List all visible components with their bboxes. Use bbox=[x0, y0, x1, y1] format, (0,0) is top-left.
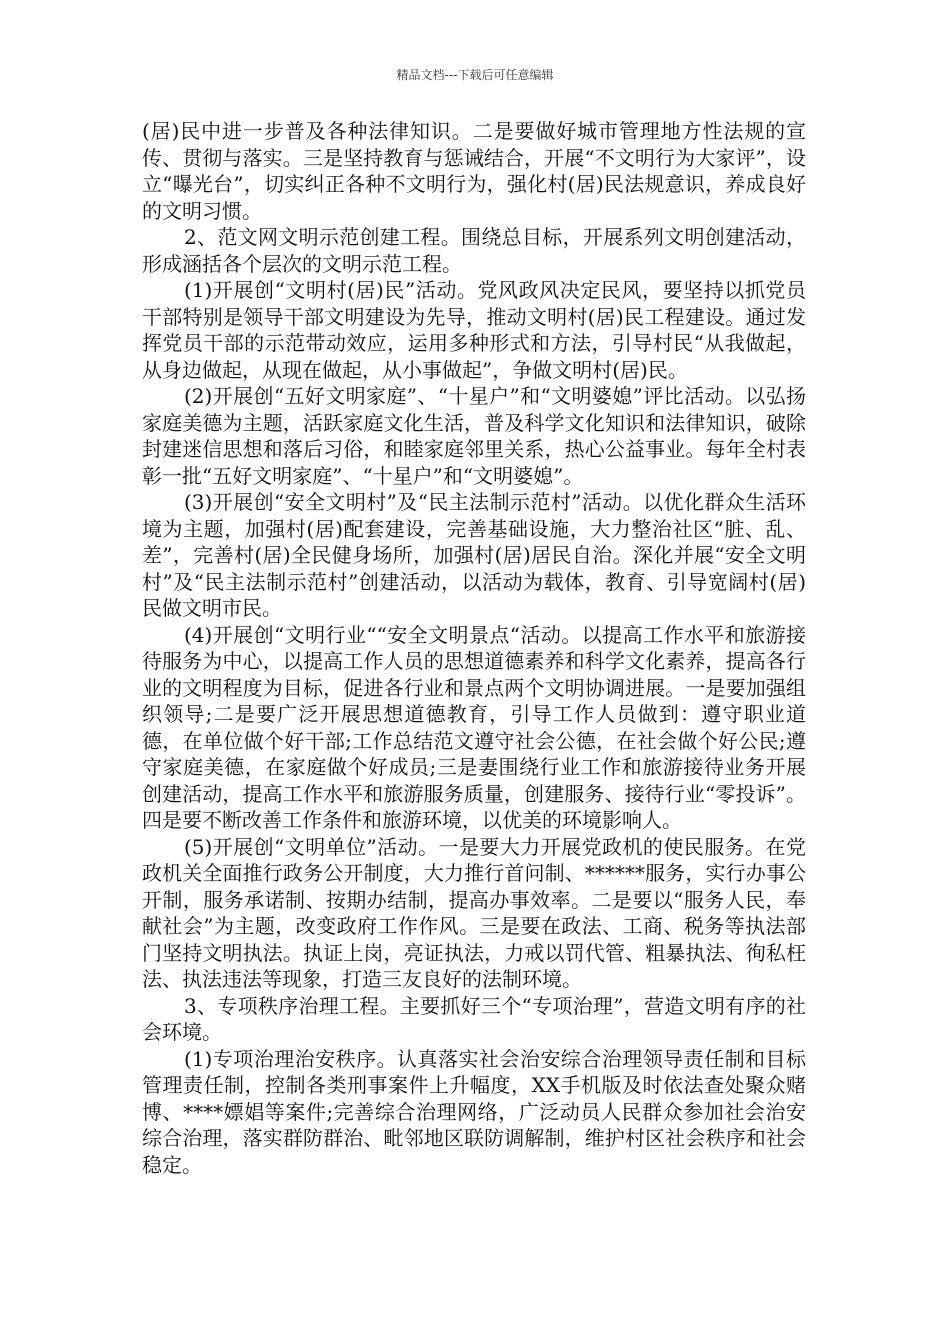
paragraph-section-3: 3、专项秩序治理工程。主要抓好三个“专项治理”，营造文明有序的社会环境。 bbox=[142, 993, 806, 1044]
page-header: 精品文档---下载后可任意编辑 bbox=[396, 68, 554, 82]
paragraph-item-1-public-order: (1)专项治理治安秩序。认真落实社会治安综合治理领导责任制和目标管理责任制，控制各类刑事案件上升幅度，XX手机版及时依法查处聚众赌博、****嫖娼等案件;完善综合治理网络，广泛动员人民群众参加社会治安综合治理，落实群防群治、毗邻地区联防调解制，维护村区社会秩序和社会稳定。 bbox=[142, 1046, 806, 1177]
document-body bbox=[142, 118, 806, 1178]
paragraph-item-1-civilized-villager: (1)开展创“文明村(居)民”活动。党风政风决定民风，要坚持以抓党员干部特别是领导干部文明建设为先导，推动文明村(居)民工程建设。通过发挥党员干部的示范带动效应，运用多种形式和方法，引导村民“从我做起，从身边做起，从现在做起，从小事做起”，争做文明村(居)民。 bbox=[142, 278, 806, 382]
paragraph-continuation: (居)民中进一步普及各种法律知识。二是要做好城市管理地方性法规的宣传、贯彻与落实。三是坚持教育与惩诫结合，开展“不文明行为大家评”，设立“曝光台”，切实纠正各种不文明行为，强化村(居)民法规意识，养成良好的文明习惯。 bbox=[142, 119, 806, 223]
paragraph-item-2-family: (2)开展创“五好文明家庭”、“十星户”和“文明婆媳”评比活动。以弘扬家庭美德为主题，活跃家庭文化生活，普及科学文化知识和法律知识，破除封建迷信思想和落后习俗，和睦家庭邻里关系，热心公益事业。每年全村表彰一批“五好文明家庭”、“十星户”和“文明婆媳”。 bbox=[142, 384, 806, 488]
paragraph-item-5-unit: (5)开展创“文明单位”活动。一是要大力开展党政机的使民服务。在党政机关全面推行政务公开制度，大力推行首问制、******服务，实行办事公开制，服务承诺制、按期办结制，提高办事效率。二是要以“服务人民，奉献社会”为主题，改变政府工作作风。三是要在政法、工商、税务等执法部门坚持文明执法。执证上岗，亮证执法，力戒以罚代管、粗暴执法、徇私枉法、执法违法等现象，打造三友良好的法制环境。 bbox=[142, 834, 806, 991]
paragraph-section-2: 2、范文网文明示范创建工程。围绕总目标，开展系列文明创建活动，形成涵括各个层次的文明示范工程。 bbox=[142, 225, 806, 276]
paragraph-item-3-safe-village: (3)开展创“安全文明村”及“民主法制示范村”活动。以优化群众生活环境为主题，加强村(居)配套建设，完善基础设施，大力整治社区“脏、乱、差”，完善村(居)全民健身场所，加强村(居)居民自治。深化并展“安全文明村”及“民主法制示范村”创建活动，以活动为载体，教育、引导宽阔村(居)民做文明市民。 bbox=[142, 490, 806, 620]
paragraph-item-4-industry: (4)开展创“文明行业““安全文明景点“活动。以提高工作水平和旅游接待服务为中心，以提高工作人员的思想道德素养和科学文化素养，提高各行业的文明程度为目标，促进各行业和景点两个文明协调进展。一是要加强组织领导;二是要广泛开展思想道德教育，引导工作人员做到：遵守职业道德，在单位做个好干部;工作总结范文遵守社会公德，在社会做个好公民;遵守家庭美德，在家庭做个好成员;三是妻围绕行业工作和旅游接待业务开展创建活动，提高工作水平和旅游服务质量，创建服务、接待行业“零投诉”。四是要不断改善工作条件和旅游环境，以优美的环境影响人。 bbox=[142, 622, 806, 832]
